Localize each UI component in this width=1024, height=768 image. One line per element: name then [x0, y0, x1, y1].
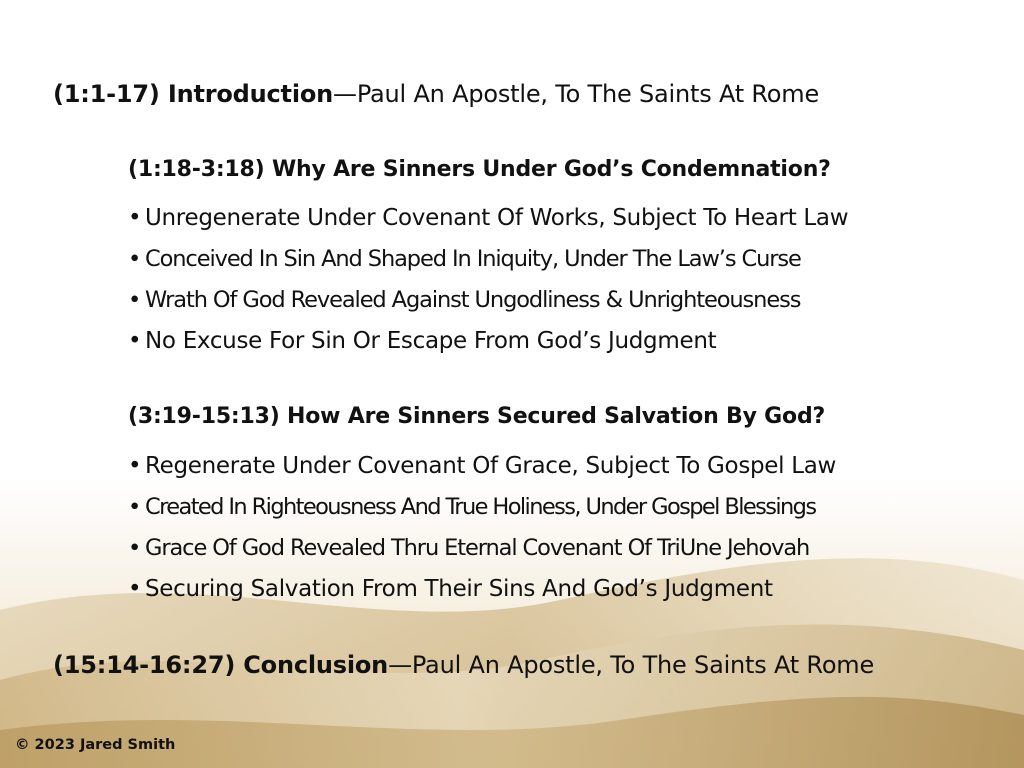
introduction-line [53, 80, 819, 108]
list-item: • Grace Of God Revealed Thru Eternal Covenant Of TriUne Jehovah [128, 528, 836, 569]
conclusion-text: —Paul An Apostle, To The Saints At Rome [388, 651, 875, 679]
bullet-icon: • [128, 205, 142, 231]
bullet-icon: • [128, 453, 142, 479]
introduction-text: —Paul An Apostle, To The Saints At Rome [333, 80, 820, 108]
bullet-icon: • [128, 535, 141, 561]
section-heading-salvation: (3:19-15:13) How Are Sinners Secured Salvation By God? [128, 404, 826, 429]
salvation-bullet-list [128, 446, 836, 610]
list-item: • Wrath Of God Revealed Against Ungodliness & Unrighteousness [128, 280, 848, 321]
list-item: • No Excuse For Sin Or Escape From God’s Judgment [128, 321, 848, 362]
section-heading-condemnation: (1:18-3:18) Why Are Sinners Under God’s Condemnation? [128, 157, 831, 182]
list-item: • Securing Salvation From Their Sins And God’s Judgment [128, 569, 836, 610]
copyright-footer: © 2023 Jared Smith [15, 737, 176, 753]
bullet-icon: • [128, 287, 141, 313]
introduction-reference: (1:1-17) Introduction [53, 80, 334, 108]
list-item: • Unregenerate Under Covenant Of Works, Subject To Heart Law [128, 198, 848, 239]
condemnation-bullet-list [128, 198, 848, 362]
bullet-icon: • [128, 328, 142, 354]
conclusion-line [53, 651, 874, 679]
list-item: • Regenerate Under Covenant Of Grace, Subject To Gospel Law [128, 446, 836, 487]
bullet-icon: • [128, 494, 140, 520]
conclusion-reference: (15:14-16:27) Conclusion [53, 651, 389, 679]
bullet-icon: • [128, 246, 141, 272]
list-item: • Created In Righteousness And True Holiness, Under Gospel Blessings [128, 487, 836, 528]
bullet-icon: • [128, 576, 142, 602]
list-item: • Conceived In Sin And Shaped In Iniquity, Under The Law’s Curse [128, 239, 848, 280]
